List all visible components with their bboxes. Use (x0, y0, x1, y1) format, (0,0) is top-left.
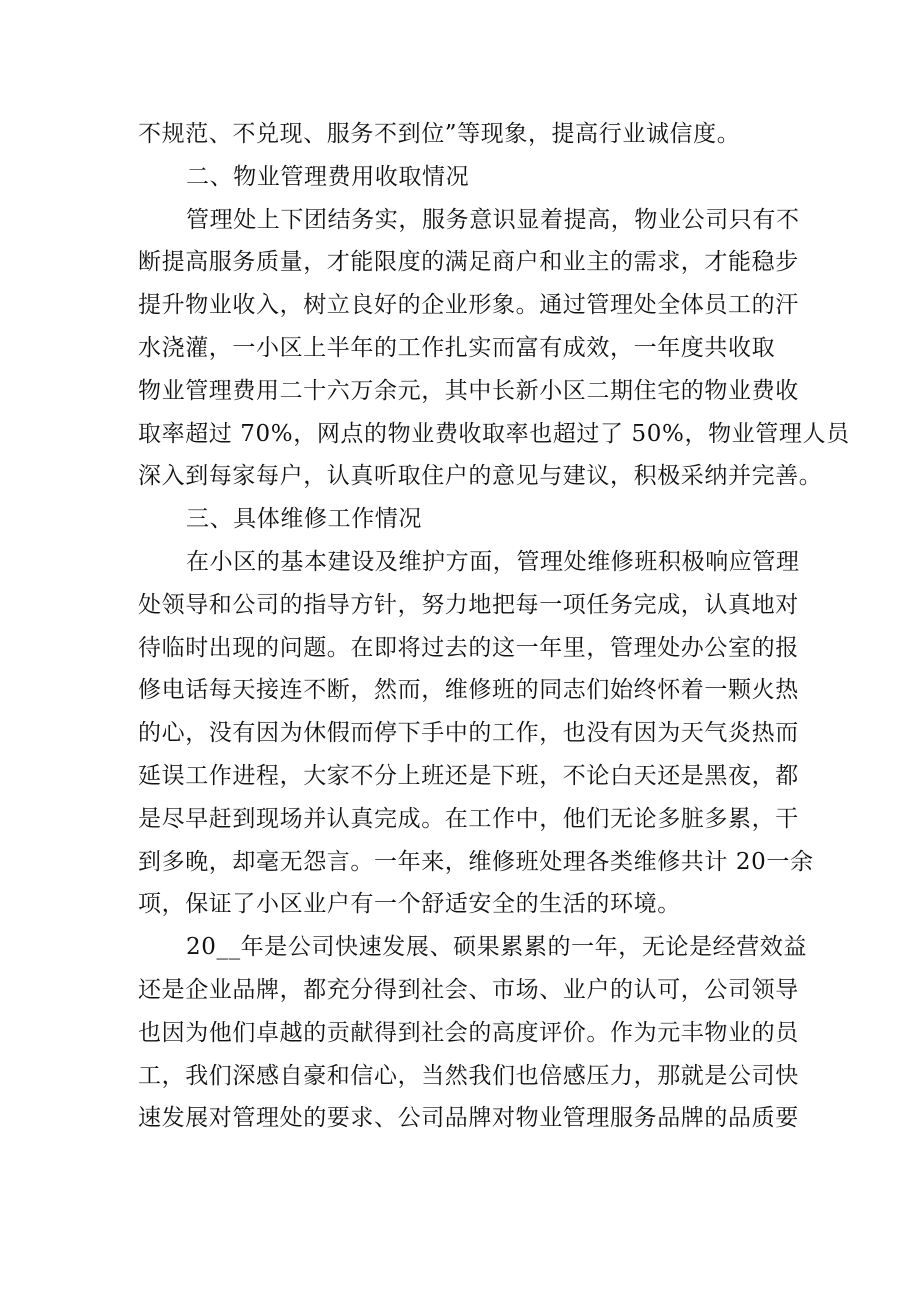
text-line: 也因为他们卓越的贡献得到社会的高度评价。作为元丰物业的员 (138, 1019, 799, 1046)
text-line: 物业管理费用二十六万余元，其中长新小区二期住宅的物业费收 (138, 377, 799, 404)
text-line: 处领导和公司的指导方针，努力地把每一项任务完成，认真地对 (138, 591, 799, 618)
text-line: 修电话每天接连不断，然而，维修班的同志们始终怀着一颗火热 (138, 677, 799, 704)
text-line: 待临时出现的问题。在即将过去的这一年里，管理处办公室的报 (138, 634, 799, 661)
text-line: 速发展对管理处的要求、公司品牌对物业管理服务品牌的品质要 (138, 1105, 799, 1132)
section-heading-fee-collection: 二、物业管理费用收取情况 (186, 163, 470, 190)
document-body (138, 113, 850, 1140)
text-line: 延误工作进程，大家不分上班还是下班，不论白天还是黑夜，都 (138, 762, 799, 789)
text-line: 项，保证了小区业户有一个舒适安全的生活的环境。 (138, 891, 681, 918)
text-line: 深入到每家每户，认真听取住户的意见与建议，积极采纳并完善。 (138, 463, 823, 490)
text-line: 20__年是公司快速发展、硕果累累的一年，无论是经营效益 (186, 934, 808, 961)
text-line: 不规范、不兑现、服务不到位”等现象，提高行业诚信度。 (138, 121, 741, 147)
text-line: 水浇灌，一小区上半年的工作扎实而富有成效，一年度共收取 (138, 334, 776, 361)
text-line: 是尽早赶到现场并认真完成。在工作中，他们无论多脏多累，干 (138, 805, 799, 832)
text-line: 提升物业收入，树立良好的企业形象。通过管理处全体员工的汗 (138, 292, 799, 319)
text-line: 取率超过 70%，网点的物业费收取率也超过了 50%，物业管理人员 (138, 420, 850, 447)
text-line: 管理处上下团结务实，服务意识显着提高，物业公司只有不 (186, 206, 800, 233)
text-line: 还是企业品牌，都充分得到社会、市场、业户的认可，公司领导 (138, 976, 799, 1003)
text-line: 到多晚，却毫无怨言。一年来，维修班处理各类维修共计 20一余 (138, 848, 814, 875)
text-line: 断提高服务质量，才能限度的满足商户和业主的需求，才能稳步 (138, 249, 799, 276)
text-line: 在小区的基本建设及维护方面，管理处维修班积极响应管理 (186, 548, 800, 575)
section-heading-maintenance: 三、具体维修工作情况 (186, 506, 422, 533)
text-line: 的心，没有因为休假而停下手中的工作，也没有因为天气炎热而 (138, 720, 799, 747)
text-line: 工，我们深感自豪和信心，当然我们也倍感压力，那就是公司快 (138, 1062, 799, 1089)
